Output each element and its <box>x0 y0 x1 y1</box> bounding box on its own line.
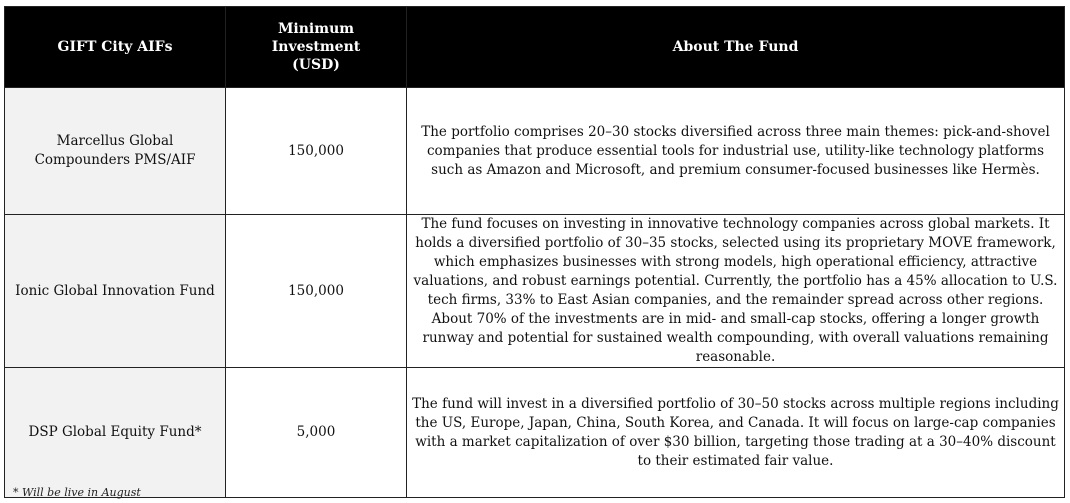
table-row <box>5 88 1065 215</box>
about-fund-cell: The fund will invest in a diversified portfolio of 30–50 stocks across multiple regions including the US, Europe, Japan, China, South Korea, and Canada. It will focus on large-cap companies with a market capitalization of over $30 billion, targeting those trading at a 30–40% discount to their estimated fair value. <box>407 368 1065 498</box>
gift-city-aifs-table <box>4 6 1065 498</box>
header-gift-city-aifs: GIFT City AIFs <box>5 7 226 88</box>
table-row <box>5 368 1065 498</box>
about-fund-cell: The portfolio comprises 20–30 stocks diversified across three main themes: pick-and-shovel companies that produce essential tools for industrial use, utility-like technology platforms such as Amazon and Microsoft, and premium consumer-focused businesses like Hermès. <box>407 88 1065 215</box>
header-minimum-investment <box>226 7 407 88</box>
min-investment-cell: 5,000 <box>226 368 407 498</box>
fund-name-cell: Ionic Global Innovation Fund <box>5 215 226 368</box>
footnote: * Will be live in August <box>13 486 141 499</box>
table-row <box>5 215 1065 368</box>
header-minimum-investment-line1: Minimum Investment <box>271 21 361 55</box>
header-minimum-investment-line2: (USD) <box>292 57 340 73</box>
header-about-the-fund: About The Fund <box>407 7 1065 88</box>
min-investment-cell: 150,000 <box>226 215 407 368</box>
fund-name-cell: Marcellus Global Compounders PMS/AIF <box>5 88 226 215</box>
fund-name-cell: DSP Global Equity Fund* <box>5 368 226 498</box>
table-header-row <box>5 7 1065 88</box>
min-investment-cell: 150,000 <box>226 88 407 215</box>
about-fund-cell: The fund focuses on investing in innovative technology companies across global markets. It holds a diversified portfolio of 30–35 stocks, selected using its proprietary MOVE framework, which emphasizes businesses with strong models, high operational efficiency, attractive valuations, and robust earnings potential. Currently, the portfolio has a 45% allocation to U.S. tech firms, 33% to East Asian companies, and the remainder spread across other regions. About 70% of the investments are in mid- and small-cap stocks, offering a longer growth runway and potential for sustained wealth compounding, with overall valuations remaining reasonable. <box>407 215 1065 368</box>
